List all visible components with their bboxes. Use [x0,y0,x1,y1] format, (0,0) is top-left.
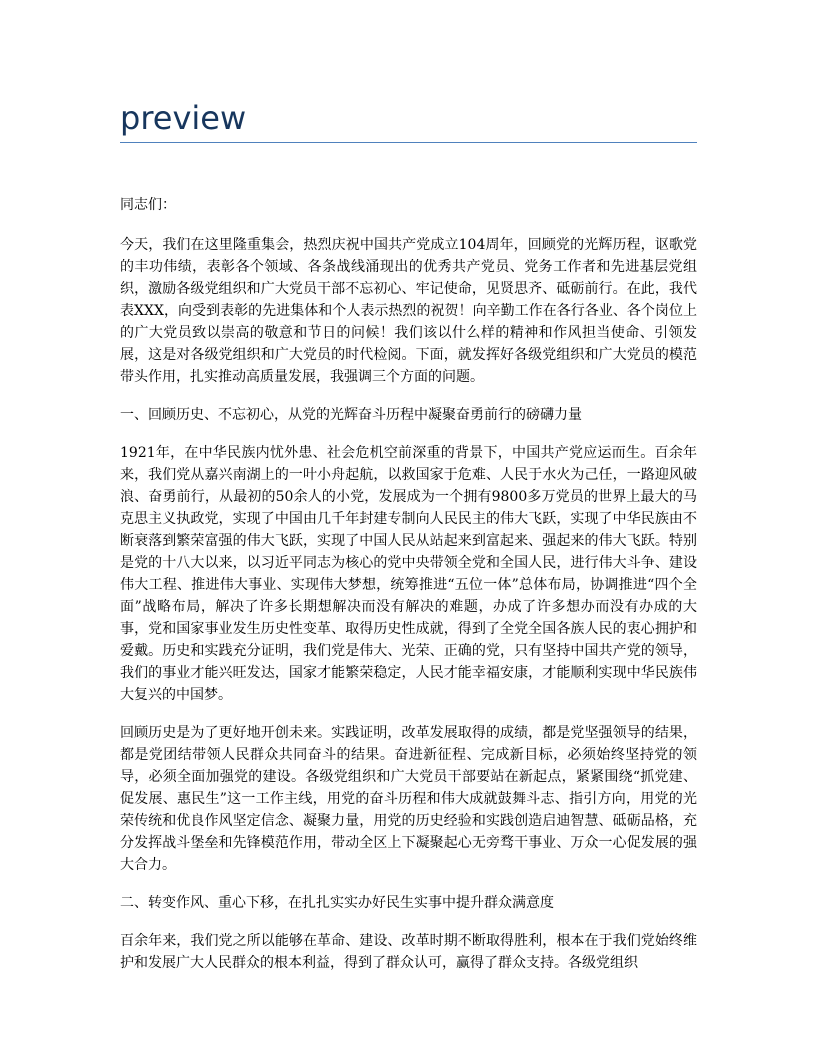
future-paragraph: 回顾历史是为了更好地开创未来。实践证明，改革发展取得的成绩，都是党坚强领导的结果，都是党团结带领人民群众共同奋斗的结果。奋进新征程、完成新目标，必须始终坚持党的领导，必须全面加强党的建设。各级党组织和广大党员干部要站在新起点，紧紧围绕“抓党建、促发展、惠民生”这一工作主线，用党的奋斗历程和伟大成就鼓舞斗志、指引方向，用党的光荣传统和优良作风坚定信念、凝聚力量，用党的历史经验和实践创造启迪智慧、砥砺品格，充分发挥战斗堡垒和先锋模范作用，带动全区上下凝聚起心无旁骛干事业、万众一心促发展的强大合力。 [120,725,697,873]
document-title: preview [120,99,247,137]
history-paragraph: 1921年，在中华民族内忧外患、社会危机空前深重的背景下，中国共产党应运而生。百余年来，我们党从嘉兴南湖上的一叶小舟起航，以救国家于危难、人民于水火为己任，一路迎风破浪、奋勇前行，从最初的50余人的小党，发展成为一个拥有9800多万党员的世界上最大的马克思主义执政党，实现了中国由几千年封建专制向人民民主的伟大飞跃，实现了中华民族由不断衰落到繁荣富强的伟大飞跃，实现了中国人民从站起来到富起来、强起来的伟大飞跃。特别是党的十八大以来，以习近平同志为核心的党中央带领全党和全国人民，进行伟大斗争、建设伟大工程、推进伟大事业、实现伟大梦想，统筹推进“五位一体”总体布局，协调推进“四个全面”战略布局，解决了许多长期想解决而没有解决的难题，办成了许多想办而没有办成的大事，党和国家事业发生历史性变革、取得历史性成就，得到了全党全国各族人民的衷心拥护和爱戴。历史和实践充分证明，我们党是伟大、光荣、正确的党，只有坚持中国共产党的领导，我们的事业才能兴旺发达，国家才能繁荣稳定，人民才能幸福安康，才能顺利实现中华民族伟大复兴的中国梦。 [120,445,697,703]
section-heading-2: 二、转变作风、重心下移，在扎扎实实办好民生实事中提升群众满意度 [120,895,554,911]
intro-paragraph: 今天，我们在这里隆重集会，热烈庆祝中国共产党成立104周年，回顾党的光辉历程，讴歌党的丰功伟绩，表彰各个领域、各条战线涌现出的优秀共产党员、党务工作者和先进基层党组织，激励各级党组织和广大党员干部不忘初心、牢记使命，见贤思齐、砥砺前行。在此，我代表XXX，向受到表彰的先进集体和个人表示热烈的祝贺！向辛勤工作在各行各业、各个岗位上的广大党员致以崇高的敬意和节日的问候！我们该以什么样的精神和作风担当使命、引领发展，这是对各级党组织和广大党员的时代检阅。下面，就发挥好各级党组织和广大党员的模范带头作用，扎实推动高质量发展，我强调三个方面的问题。 [120,237,697,385]
document-page [120,0,697,990]
people-paragraph: 百余年来，我们党之所以能够在革命、建设、改革时期不断取得胜利，根本在于我们党始终维护和发展广大人民群众的根本利益，得到了群众认可，赢得了群众支持。各级党组织 [120,933,697,971]
title-underline [120,142,697,143]
section-heading-1: 一、回顾历史、不忘初心，从党的光辉奋斗历程中凝聚奋勇前行的磅礴力量 [120,407,582,423]
document-body [120,194,697,974]
salutation: 同志们： [120,197,176,213]
